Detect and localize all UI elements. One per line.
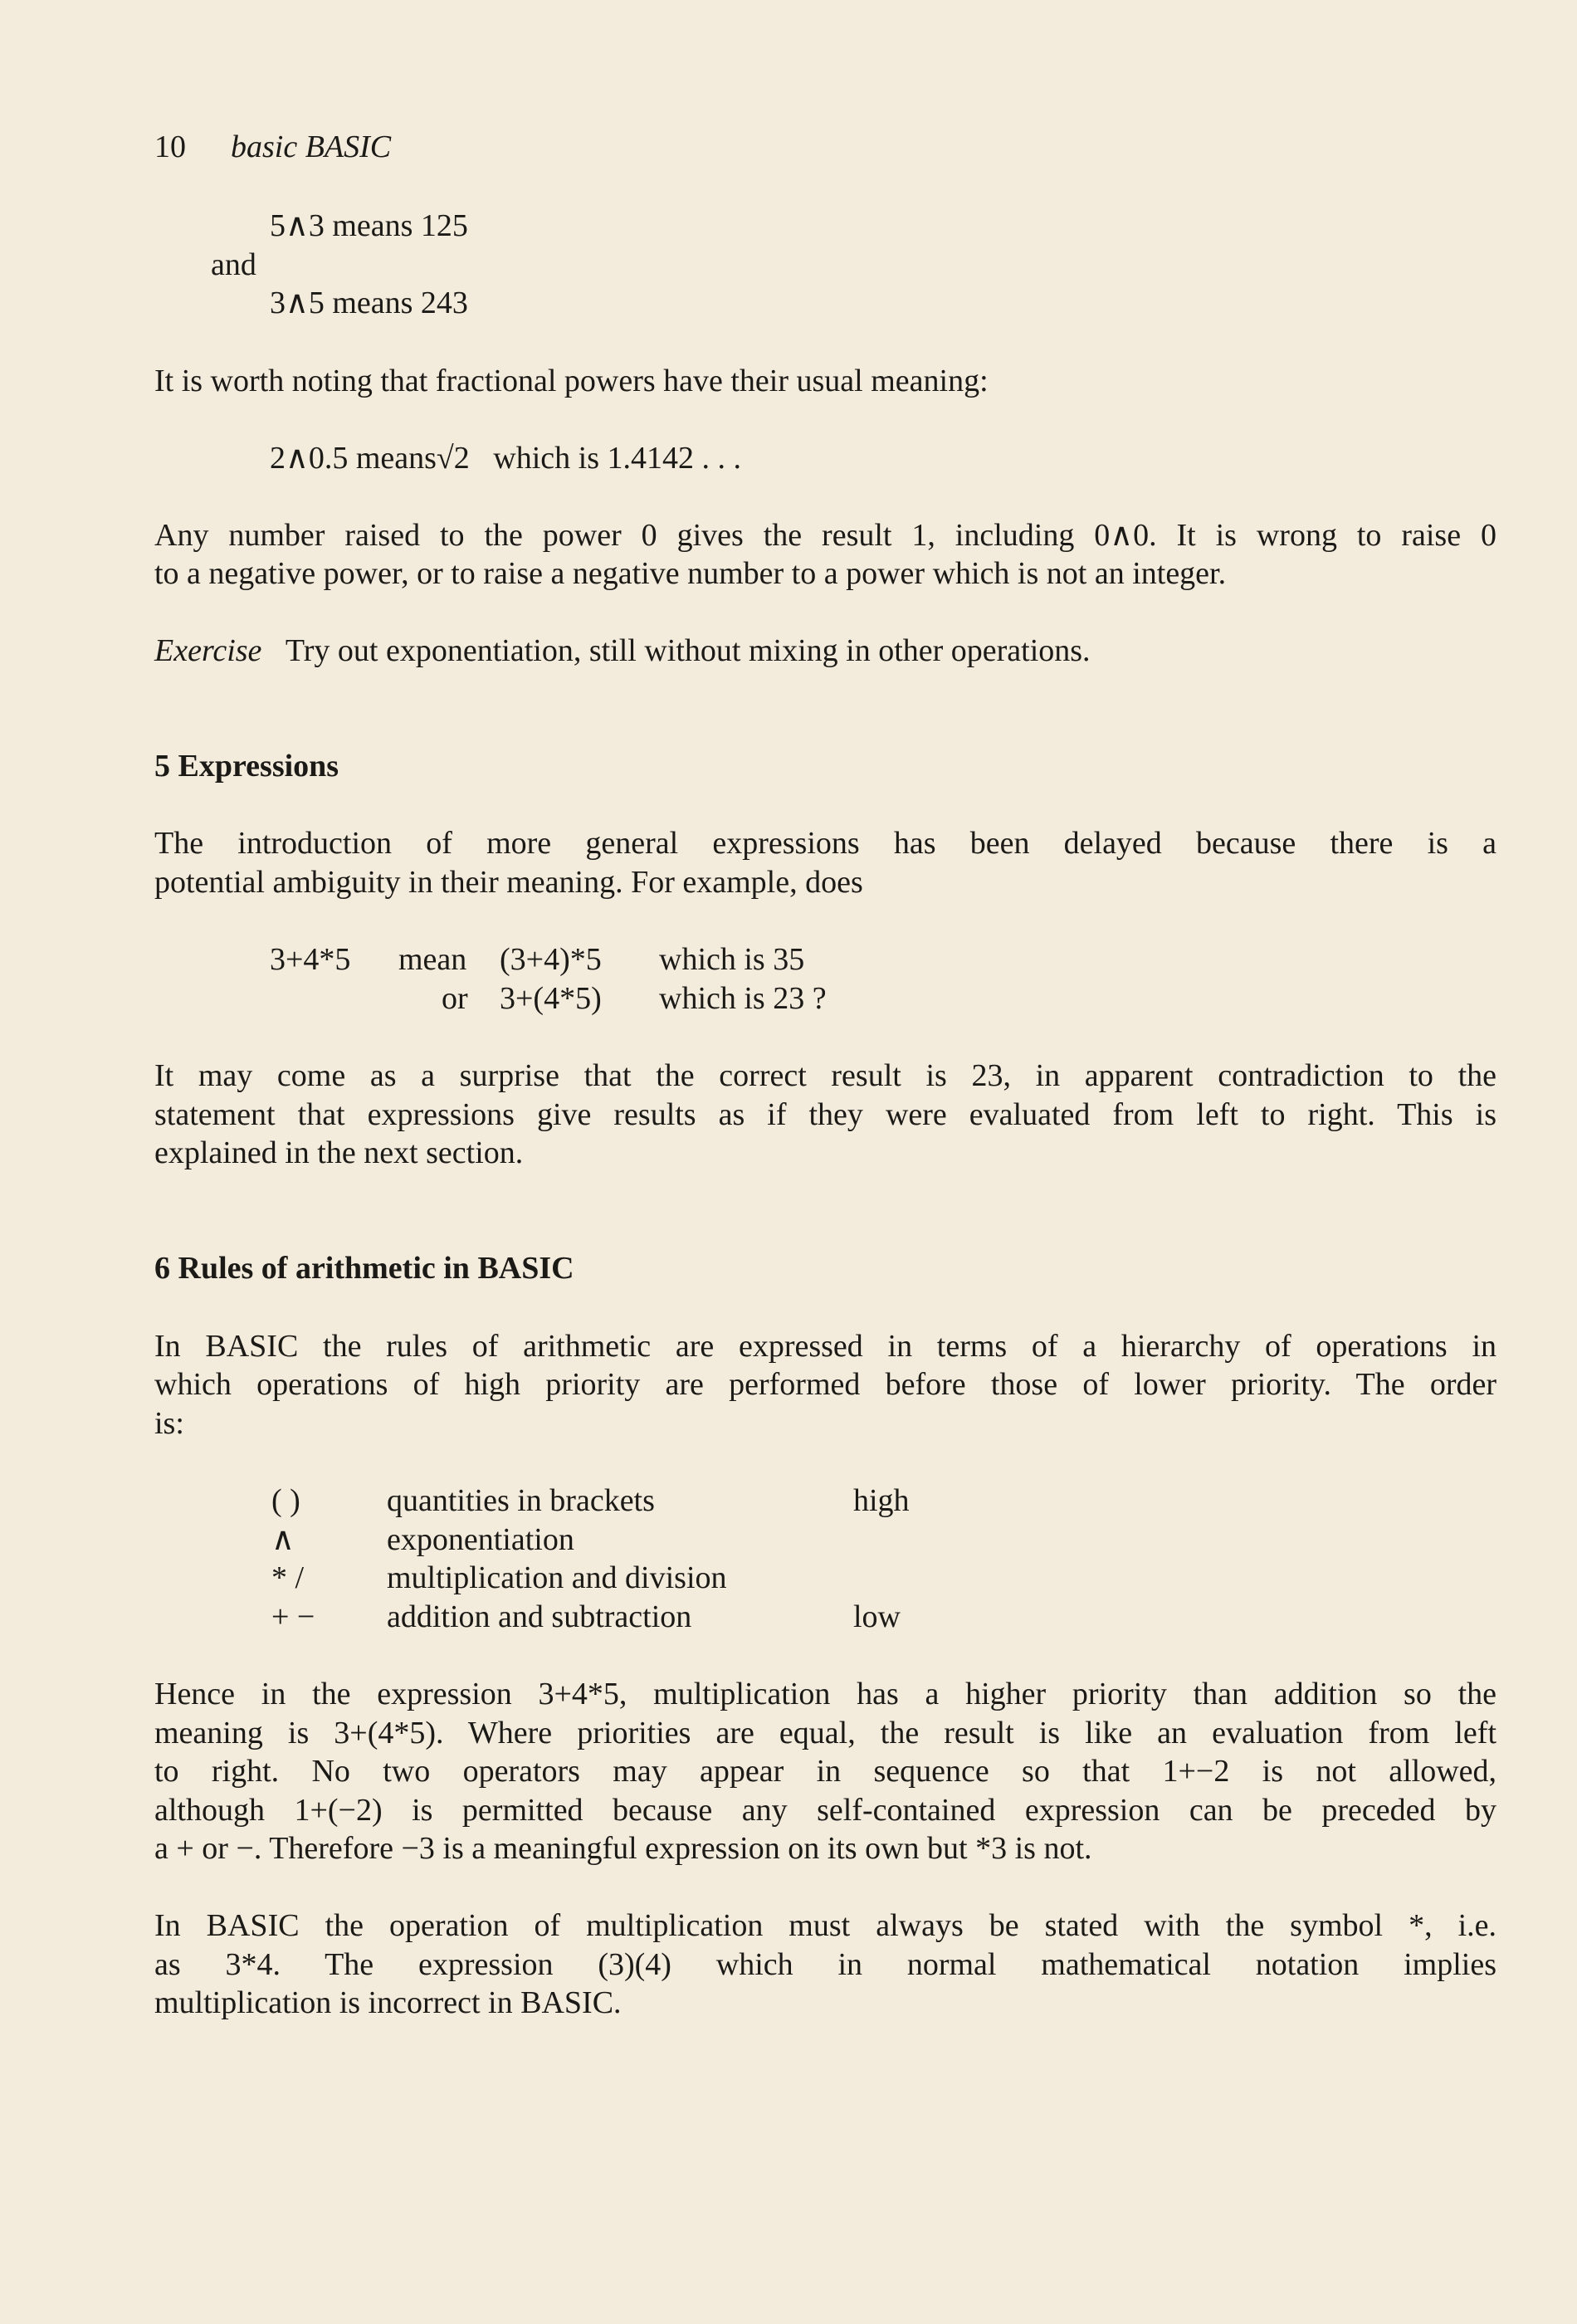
section-6-p2-line-2: meaning is 3+(4*5). Where priorities are equal, the result is like an evaluation from left [154,1716,1496,1750]
fractional-result: which is 1.4142 . . . [493,441,741,476]
section-6-p2-line-5: a + or −. Therefore −3 is a meaningful expression on its own but *3 is not. [154,1831,1092,1866]
pow-example-1: 5∧3 means 125 [270,208,468,243]
section-6-p1-line-3: is: [154,1406,184,1441]
section-6-p3-line-2: as 3*4. The expression (3)(4) which in normal mathematical notation implies [154,1947,1496,1982]
priority-symbol: ( ) [271,1483,300,1518]
section-5-heading: 5 Expressions [154,749,339,784]
section-6-p2-line-3: to right. No two operators may appear in sequence so that 1+−2 is not allowed, [154,1754,1496,1789]
priority-symbol: * / [271,1560,305,1595]
ex-mean: mean [398,942,467,977]
priority-level: low [853,1599,901,1634]
ex-result-2: which is 23 ? [659,981,827,1016]
section-6-p3-line-3: multiplication is incorrect in BASIC. [154,1985,622,2020]
priority-desc: quantities in brackets [387,1483,655,1518]
section-6-p2-line-1: Hence in the expression 3+4*5, multiplication has a higher priority than addition so the [154,1677,1496,1711]
ex-alt-2: 3+(4*5) [500,981,602,1016]
ex-or: or [442,981,468,1016]
ex-result-1: which is 35 [659,942,805,977]
section-6-p1-line-2: which operations of high priority are performed before those of lower priority. The order [154,1367,1496,1402]
pow-example-and: and [211,247,256,282]
zero-power-line-2: to a negative power, or to raise a negative number to a power which is not an integer. [154,556,1227,591]
fractional-expr: 2∧0.5 means [270,441,437,476]
exercise-label: Exercise [154,633,262,668]
exercise [154,632,1091,670]
ex-alt-1: (3+4)*5 [500,942,602,977]
section-6-p1-line-1: In BASIC the rules of arithmetic are expressed in terms of a hierarchy of operations in [154,1329,1496,1364]
priority-level: high [853,1483,910,1518]
pow-example-2: 3∧5 means 243 [270,286,468,320]
running-title: basic BASIC [231,129,392,164]
exercise-text: Try out exponentiation, still without mixing in other operations. [285,633,1091,668]
priority-desc: addition and subtraction [387,1599,692,1634]
fractional-example [270,439,741,477]
section-5-p2-line-3: explained in the next section. [154,1135,524,1170]
priority-desc: multiplication and division [387,1560,727,1595]
priority-symbol: ∧ [271,1522,295,1557]
section-6-p3-line-1: In BASIC the operation of multiplication must always be stated with the symbol *, i.e. [154,1908,1496,1943]
sqrt-symbol: √2 [436,441,470,476]
section-5-p2-line-1: It may come as a surprise that the correct result is 23, in apparent contradiction to the [154,1058,1496,1093]
page-number: 10 [154,129,186,164]
fractional-intro: It is worth noting that fractional powers have their usual meaning: [154,364,989,398]
priority-desc: exponentiation [387,1522,574,1557]
section-5-p1-line-2: potential ambiguity in their meaning. For example, does [154,865,863,900]
ex-expr: 3+4*5 [270,942,351,977]
priority-symbol: + − [271,1599,315,1634]
zero-power-line-1: Any number raised to the power 0 gives the result 1, including 0∧0. It is wrong to raise 0 [154,518,1496,553]
section-5-p1-line-1: The introduction of more general expressions has been delayed because there is a [154,826,1496,861]
section-6-p2-line-4: although 1+(−2) is permitted because any self-contained expression can be preceded by [154,1793,1496,1828]
section-5-p2-line-2: statement that expressions give results as if they were evaluated from left to right. This is [154,1097,1496,1132]
section-6-heading: 6 Rules of arithmetic in BASIC [154,1251,574,1286]
